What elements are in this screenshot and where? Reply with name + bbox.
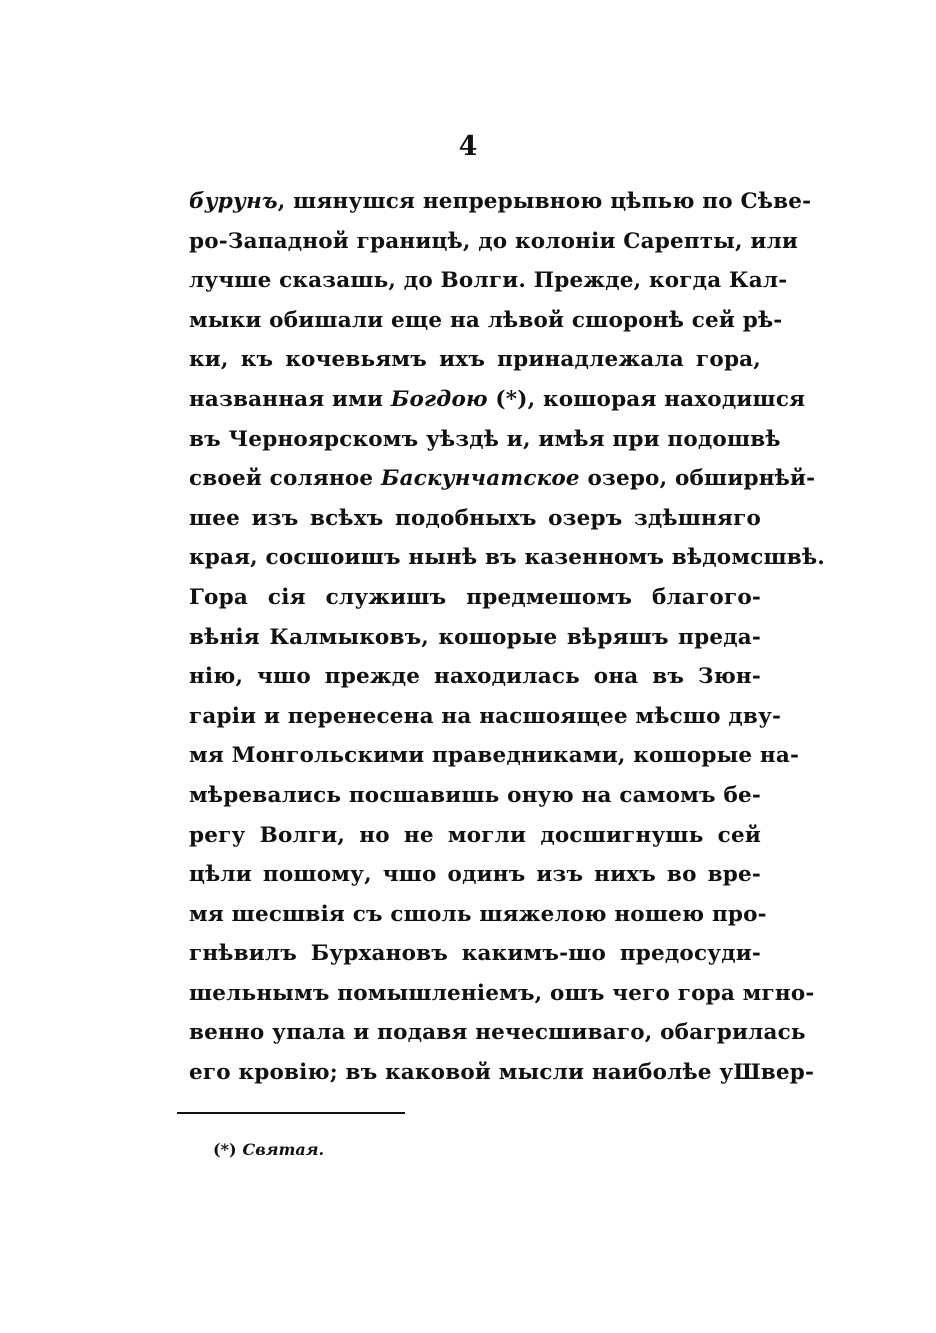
text-line: ки, къ кочевьямъ ихъ принадлежала гора, bbox=[189, 347, 761, 373]
text-line: мя Монгольскими праведниками, кошорые на- bbox=[189, 743, 800, 769]
text-line: вѣнія Калмыковъ, кошорые вѣряшъ преда- bbox=[189, 624, 761, 650]
text-line: бурунъ, шянушся непрерывною цѣпью по Сѣве- bbox=[189, 189, 812, 214]
page-number: 4 bbox=[458, 131, 478, 162]
text-line: цѣли пошому, чшо одинъ изъ нихъ во вре- bbox=[189, 862, 761, 888]
text-line: регу Волги, но не могли досшигнушь сей bbox=[189, 822, 761, 848]
text-line: названная ими Богдою (*), кошорая находишся bbox=[189, 386, 806, 412]
text-line: ро-Западной границѣ, до колоніи Сарепты, или bbox=[189, 228, 799, 254]
footnote bbox=[213, 1138, 324, 1162]
text-line: мыки обишали еще на лѣвой сшоронѣ сей рѣ- bbox=[189, 307, 783, 333]
text-line: Гора сія служишъ предмешомъ благого- bbox=[189, 584, 761, 610]
text-line: края, сосшоишъ нынѣ въ казенномъ вѣдомсшвѣ. bbox=[189, 545, 825, 571]
text-line: мѣревались посшавишь оную на самомъ бе- bbox=[189, 782, 761, 808]
text-line: его кровію; въ каковой мысли наиболѣе уШвер- bbox=[189, 1060, 815, 1086]
text-line: шее изъ всѣхъ подобныхъ озеръ здѣшняго bbox=[189, 505, 761, 531]
text-line: въ Черноярскомъ уѣздѣ и, имѣя при подошвѣ bbox=[189, 426, 781, 452]
footnote-text: Святая. bbox=[242, 1140, 325, 1159]
footnote-marker: (*) bbox=[213, 1140, 237, 1159]
text-line: своей соляное Баскунчатское озеро, обширнѣй- bbox=[189, 466, 816, 492]
footnote-rule bbox=[177, 1112, 405, 1114]
text-line: венно упала и подавя нечесшиваго, обагрилась bbox=[189, 1020, 806, 1046]
text-line: гаріи и перенесена на насшоящее мѣсшо дву- bbox=[189, 703, 782, 729]
text-line: шельнымъ помышленіемъ, ошъ чего гора мгно- bbox=[189, 980, 815, 1006]
body-text bbox=[189, 182, 825, 1093]
text-line: мя шесшвія съ сшоль шяжелою ношею про- bbox=[189, 901, 767, 927]
text-line: лучше сказашь, до Волги. Прежде, когда Кал- bbox=[189, 268, 788, 294]
text-line: гнѣвилъ Бурхановъ какимъ-шо предосуди- bbox=[189, 941, 761, 967]
text-line: нію, чшо прежде находилась она въ Зюн- bbox=[189, 664, 761, 690]
